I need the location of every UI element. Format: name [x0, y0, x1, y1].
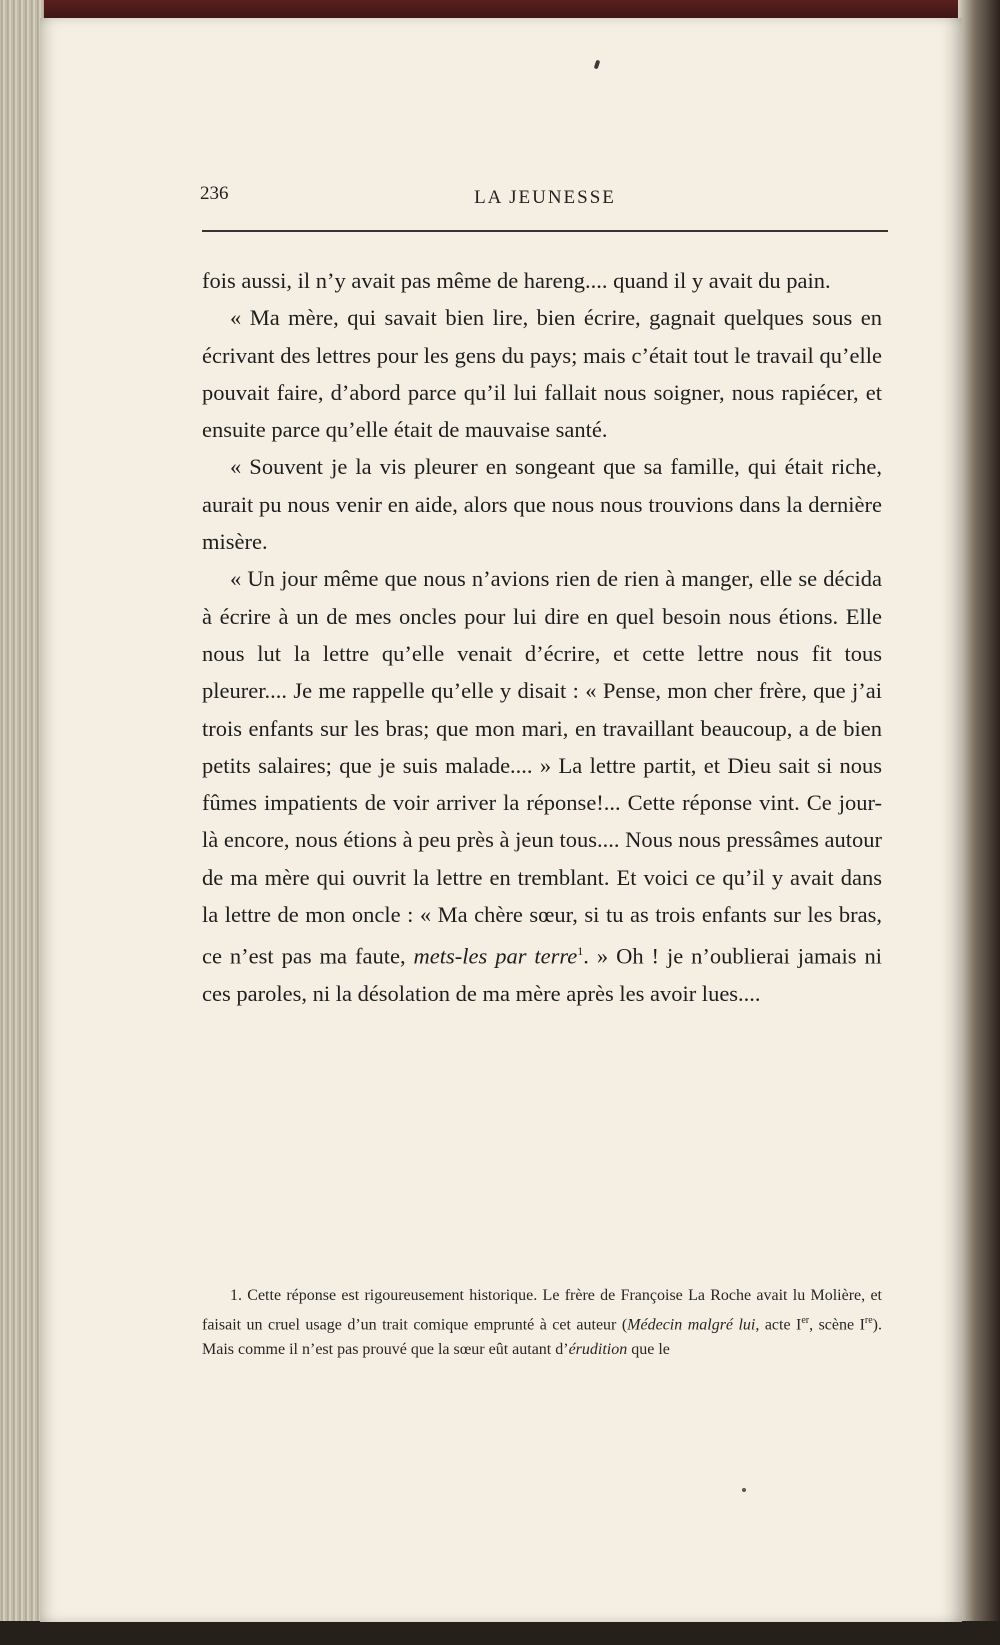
italic-quote: mets-les par terre — [413, 943, 578, 969]
paragraph-4-text-a: « Un jour même que nous n’avions rien de rien à manger, elle se décida à écrire à un de mes oncles pour lui dire en quel besoin nous étions. Elle nous lut la lettre qu’elle venait d’écrire, et cette lettre nous fit tous pleurer.... Je me rappelle qu’elle y disait : « Pense, mon cher frère, que j’ai trois enfants sur les bras; que mon mari, en travaillant beaucoup, a de bien petits salaires; que je suis malade.... » La lettre partit, et Dieu sait si nous fûmes impatients de voir arriver la réponse!... Cette réponse vint. Ce jour-là encore, nous étions à peu près à jeun tous.... Nous nous pressâmes autour de ma mère qui ouvrit la lettre en tremblant. Et voici ce qu’il y avait dans la lettre de mon oncle : « Ma chère sœur, si tu as trois enfants sur les bras, ce n’est pas ma faute, — [202, 566, 882, 969]
main-text — [202, 262, 882, 1012]
paper-blemish — [742, 1488, 746, 1492]
footnote-text-e: que le — [627, 1341, 670, 1359]
footnote-title-italic: Médecin malgré lui — [627, 1316, 756, 1334]
footnote-text-a: 1. Cette réponse est rigoureusement historique. Le frère de Françoise La Roche avait lu Molière, et faisait un cruel usage d’un trait comique emprunté à cet auteur ( — [202, 1287, 882, 1334]
running-header — [200, 183, 890, 213]
paragraph-3: « Souvent je la vis pleurer en songeant que sa famille, qui était riche, aurait pu nous venir en aide, alors que nous nous trouvions dans la dernière misère. — [202, 454, 882, 555]
paragraph-4 — [202, 560, 882, 1012]
footnote-text-c: , scène I — [809, 1316, 865, 1334]
footnote-paragraph — [202, 1283, 882, 1362]
paragraph-4-text-b: . » Oh ! je n’oublierai jamais ni ces paroles, ni la désolation de ma mère après les avoir lues.... — [202, 943, 882, 1007]
paragraph-1: fois aussi, il n’y avait pas même de hareng.... quand il y avait du pain. — [202, 268, 831, 293]
ink-speck — [594, 60, 601, 70]
header-rule — [202, 230, 888, 232]
footnote-sup-re: re — [864, 1315, 873, 1326]
page-stack-left — [0, 0, 44, 1645]
footnote-text-b: , acte I — [755, 1316, 802, 1334]
footnote-reference: 1 — [577, 944, 584, 959]
footnote-text-d: ). Mais comme il n’est pas prouvé que la sœur eût autant d’ — [202, 1316, 882, 1359]
book-spine-right — [958, 0, 1000, 1645]
footnote-erudition-italic: érudition — [568, 1341, 628, 1359]
page-number: 236 — [200, 183, 229, 204]
book-binding-bottom — [0, 1621, 1000, 1645]
footnote — [202, 1283, 882, 1362]
paragraph-2: « Ma mère, qui savait bien lire, bien écrire, gagnait quelques sous en écrivant des lettres pour les gens du pays; mais c’était tout le travail qu’elle pouvait faire, d’abord parce qu’il lui fallait nous soigner, nous rapiécer, et ensuite parce qu’elle était de mauvaise santé. — [202, 305, 882, 443]
footnote-sup-er: er — [801, 1315, 810, 1326]
chapter-title: LA JEUNESSE — [474, 187, 616, 208]
